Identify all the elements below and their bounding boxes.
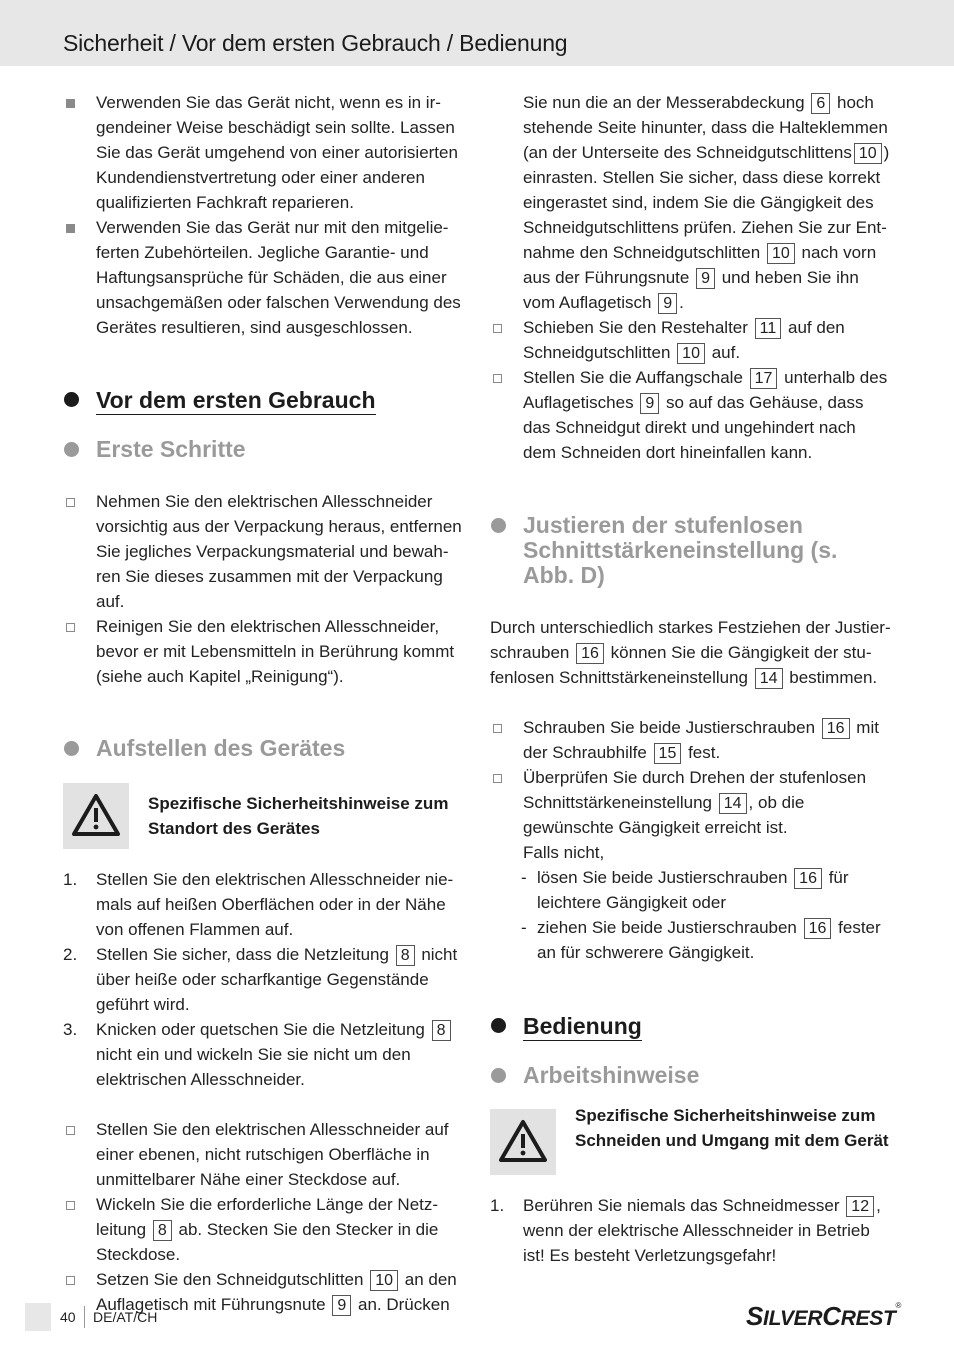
part-reference: 15 [654, 743, 682, 764]
part-reference: 16 [794, 868, 822, 889]
bullet-dot-icon [64, 392, 79, 407]
checkbox-icon [66, 498, 75, 507]
right-column [490, 90, 892, 1268]
part-reference: 11 [755, 318, 782, 339]
list-item: Schrauben Sie beide Justierschrauben 16 mit der Schraubhilfe 15 fest. [490, 715, 892, 765]
part-reference: 10 [767, 243, 795, 264]
list-item: Schieben Sie den Restehalter 11 auf den Schneidgutschlitten 10 auf. [490, 315, 892, 365]
part-reference: 14 [755, 668, 783, 689]
list-item-continued: Sie nun die an der Messerabdeckung 6 hoch stehende Seite hinunter, dass die Halteklemmen (an der Unterseite des Schneidgutschlittens 10 ) einrasten. Stellen Sie sicher, dass diese korrekt eingerastet sind, indem Sie die Gängigkeit des Schneidgutschlittens prüfen. Ziehen Sie zur Ent-nahme den Schneidgutschlitten 10 nach vorn aus der Führungsnute 9 und heben Sie ihn vom Auflagetisch 9 . [523, 93, 890, 312]
bullet-dot-icon [64, 442, 79, 457]
warning-icon-box [490, 1109, 556, 1175]
checkbox-icon [493, 774, 502, 783]
warning-triangle-icon [71, 793, 121, 837]
section-heading: Bedienung [490, 1013, 892, 1039]
part-reference: 9 [658, 293, 677, 314]
subsection-heading: Aufstellen des Gerätes [63, 736, 463, 761]
footer-divider [84, 1306, 85, 1328]
page-number: 40 [60, 1309, 76, 1325]
part-reference: 8 [432, 1020, 451, 1041]
checkbox-icon [66, 1126, 75, 1135]
bullet-dot-icon [491, 1068, 506, 1083]
square-bullet-icon [66, 99, 75, 108]
checkbox-icon [66, 1276, 75, 1285]
paragraph: Durch unterschiedlich starkes Festziehen der Justier-schrauben 16 können Sie die Gängigkeit der stu-fenlosen Schnittstärkeneinstellung 14 bestimmen. [490, 618, 891, 687]
subsection-heading: Erste Schritte [63, 437, 463, 462]
numbered-item: 2. Stellen Sie sicher, dass die Netzleitung 8 nicht über heiße oder scharfkantige Gegenstände geführt wird. [63, 945, 458, 1014]
bullet-dot-icon [491, 518, 506, 533]
part-reference: 8 [396, 945, 415, 966]
list-item: Stellen Sie die Auffangschale 17 unterhalb des Auflagetisches 9 so auf das Gehäuse, dass das Schneidgut direkt und ungehindert nach dem Schneiden dort hineinfallen kann. [490, 365, 892, 465]
part-reference: 9 [696, 268, 715, 289]
left-column [63, 90, 463, 1317]
checkbox-icon [493, 374, 502, 383]
page-title: Sicherheit / Vor dem ersten Gebrauch / Bedienung [63, 30, 568, 56]
part-reference: 16 [822, 718, 850, 739]
part-reference: 8 [153, 1220, 172, 1241]
list-item: Setzen Sie den Schneidgutschlitten 10 an den Auflagetisch mit Führungsnute 9 an. Drücken [63, 1267, 463, 1317]
list-item: Reinigen Sie den elektrischen Allesschneider, bevor er mit Lebensmitteln in Berührung kommt (siehe auch Kapitel „Reinigung“). [63, 614, 463, 689]
part-reference: 10 [370, 1270, 398, 1291]
part-reference: 14 [719, 793, 747, 814]
checkbox-icon [493, 324, 502, 333]
part-reference: 12 [846, 1196, 874, 1217]
warning-text: Spezifische Sicherheitshinweise zum Standort des Gerätes [148, 794, 449, 838]
subsection-heading: Arbeitshinweise [490, 1063, 892, 1088]
list-item: Überprüfen Sie durch Drehen der stufenlosen Schnittstärkeneinstellung 14 , ob die gewünschte Gängigkeit erreicht ist. Falls nicht, [490, 765, 892, 865]
list-item: Verwenden Sie das Gerät nicht, wenn es in ir-gendeiner Weise beschädigt sein sollte. Lassen Sie das Gerät umgehend von einer autorisierten Kundendienstvertretung oder einer anderen qualifizierten Fachkraft reparieren. [63, 90, 463, 215]
part-reference: 10 [854, 143, 882, 164]
brand-logo: SILVERCREST® [746, 1301, 902, 1331]
subsection-heading: Justieren der stufenlosen Schnittstärkeneinstellung (s. Abb. D) [490, 513, 860, 588]
warning-box [63, 783, 463, 849]
checkbox-icon [66, 1201, 75, 1210]
warning-triangle-icon [498, 1119, 548, 1163]
bullet-dot-icon [491, 1018, 506, 1033]
part-reference: 9 [332, 1295, 351, 1316]
section-heading: Vor dem ersten Gebrauch [63, 387, 463, 413]
numbered-item: 3. Knicken oder quetschen Sie die Netzleitung 8 nicht ein und wickeln Sie sie nicht um den elektrischen Allesschneider. [63, 1017, 463, 1092]
part-reference: 9 [640, 393, 659, 414]
sub-item: - ziehen Sie beide Justierschrauben 16 fester an für schwerere Gängigkeit. [521, 918, 881, 962]
list-item: Wickeln Sie die erforderliche Länge der Netz-leitung 8 ab. Stecken Sie den Stecker in die Steckdose. [63, 1192, 463, 1267]
part-reference: 16 [804, 918, 832, 939]
bullet-dot-icon [64, 741, 79, 756]
checkbox-icon [66, 623, 75, 632]
list-item: Nehmen Sie den elektrischen Allesschneider vorsichtig aus der Verpackung heraus, entfernen Sie jegliches Verpackungsmaterial und bewah-ren Sie dieses zusammen mit der Verpackung auf. [63, 489, 463, 614]
part-reference: 17 [750, 368, 778, 389]
list-item: Verwenden Sie das Gerät nur mit den mitgelie-ferten Zubehörteilen. Jegliche Garantie- und Haftungsansprüche für Schäden, die aus einer unsachgemäßen oder falschen Verwendung des Gerätes resultieren, sind ausgeschlossen. [63, 215, 463, 340]
warning-box [490, 1106, 892, 1175]
sub-item: - lösen Sie beide Justierschrauben 16 für leichtere Gängigkeit oder [521, 868, 849, 912]
footer-tab [25, 1303, 51, 1331]
part-reference: 6 [811, 93, 830, 114]
language-code: DE/AT/CH [93, 1309, 158, 1325]
numbered-item: 1. Stellen Sie den elektrischen Allesschneider nie-mals auf heißen Oberflächen oder in der Nähe von offenen Flammen auf. [63, 870, 454, 939]
warning-icon-box [63, 783, 129, 849]
list-item: Stellen Sie den elektrischen Allesschneider auf einer ebenen, nicht rutschigen Oberfläche in unmittelbarer Nähe einer Steckdose auf. [63, 1117, 463, 1192]
warning-text: Spezifische Sicherheitshinweise zum Schneiden und Umgang mit dem Gerät [575, 1106, 889, 1150]
checkbox-icon [493, 724, 502, 733]
part-reference: 16 [576, 643, 604, 664]
numbered-item: 1. Berühren Sie niemals das Schneidmesser 12 , wenn der elektrische Allesschneider in Betrieb ist! Es besteht Verletzungsgefahr! [490, 1196, 881, 1265]
part-reference: 10 [677, 343, 705, 364]
page-header [0, 0, 954, 66]
square-bullet-icon [66, 224, 75, 233]
